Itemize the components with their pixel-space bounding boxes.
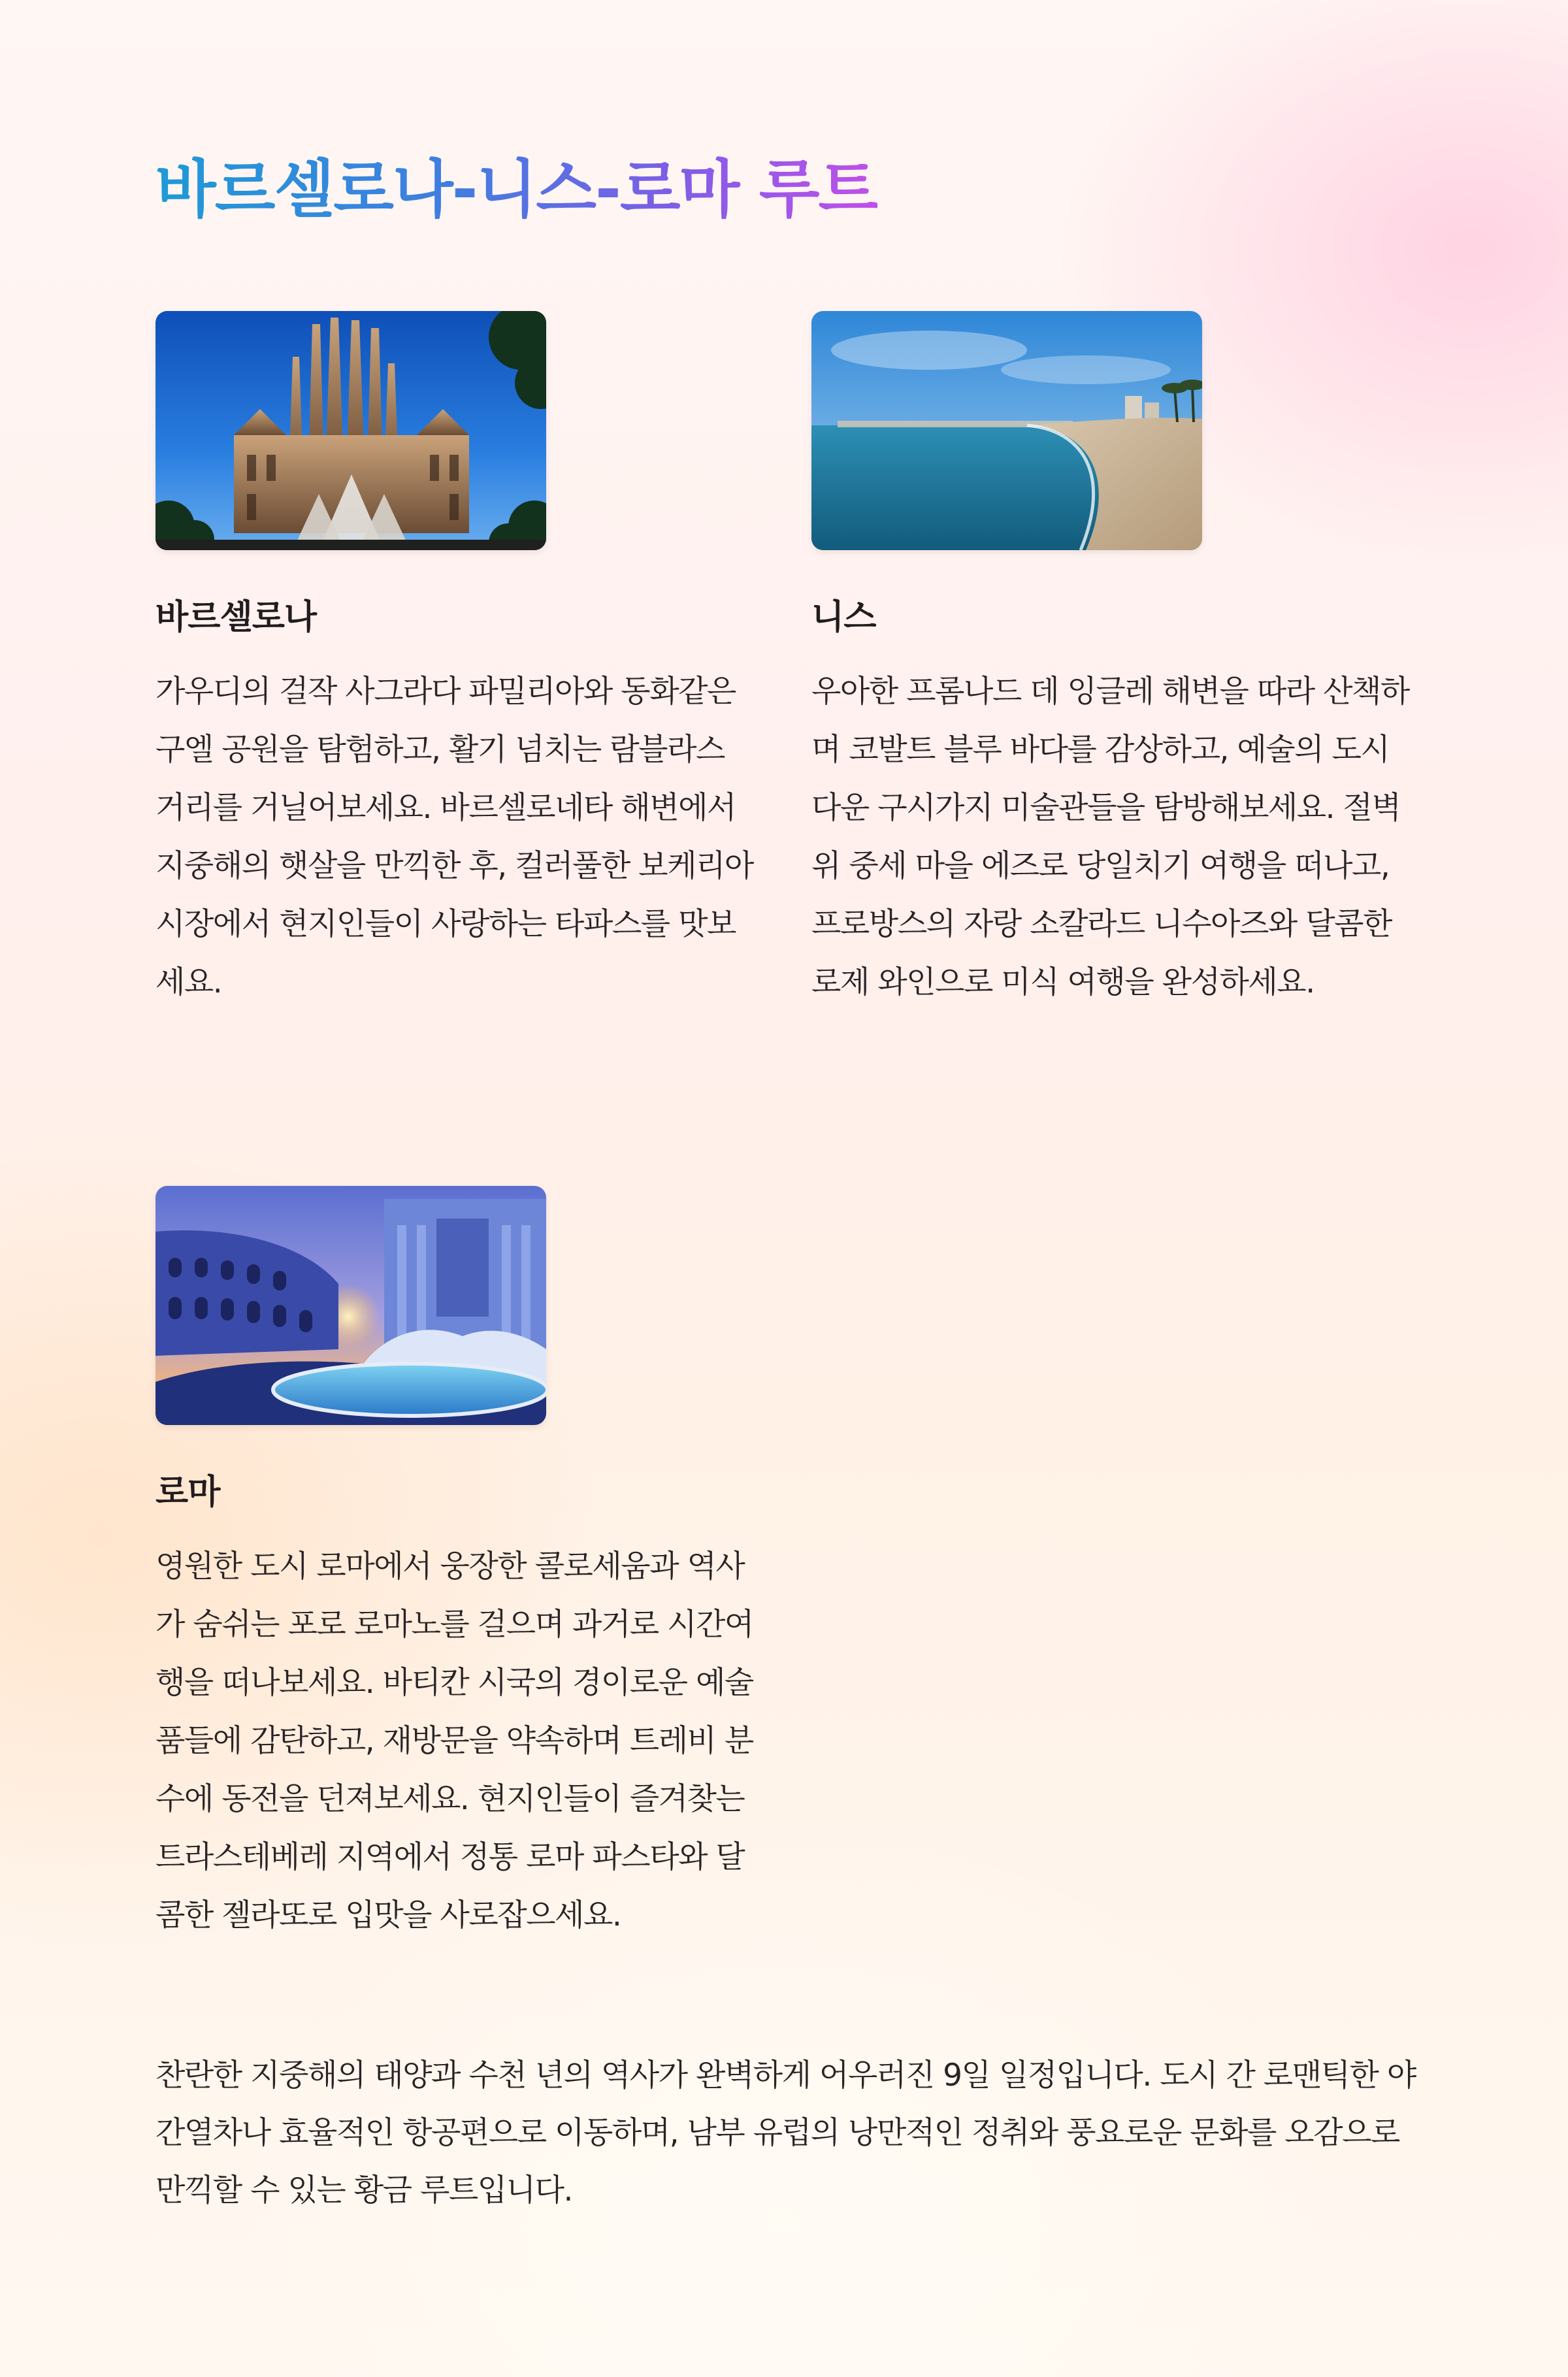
city-description: 우아한 프롬나드 데 잉글레 해변을 따라 산책하며 코발트 블루 바다를 감상하고, 예술의 도시다운 구시가지 미술관들을 탐방해보세요. 절벽 위 중세 마을 에즈로 당일치기 여행을 떠나고, 프로방스의 자랑 소칼라드 니수아즈와 달콤한 로제 와인으로 미식 여행을 완성하세요. <box>811 674 1409 1000</box>
city-description: 영원한 도시 로마에서 웅장한 콜로세움과 역사가 숨쉬는 포로 로마노를 걸으며 과거로 시간여행을 떠나보세요. 바티칸 시국의 경이로운 예술품들에 감탄하고, 재방문을 약속하며 트레비 분수에 동전을 던져보세요. 현지인들이 즐겨찾는 트라스테베레 지역에서 정통 로마 파스타와 달콤한 젤라또로 입맛을 사로잡으세요. <box>155 1549 753 1933</box>
city-name: 바르셀로나 <box>155 598 317 637</box>
city-card-barcelona <box>155 311 757 1011</box>
city-name: 로마 <box>155 1473 220 1512</box>
colosseum-trevi-photo <box>155 1186 546 1425</box>
nice-beach-photo <box>811 311 1202 550</box>
route-summary: 찬란한 지중해의 태양과 수천 년의 역사가 완벽하게 어우러진 9일 일정입니다. 도시 간 로맨틱한 야간열차나 효율적인 항공편으로 이동하며, 남부 유럽의 낭만적인 정취와 풍요로운 문화를 오감으로 만끽할 수 있는 황금 루트입니다. <box>155 2057 1416 2208</box>
city-card-rome <box>155 1186 757 1944</box>
sagrada-familia-photo <box>155 311 546 550</box>
city-description: 가우디의 걸작 사그라다 파밀리아와 동화같은 구엘 공원을 탐험하고, 활기 넘치는 람블라스 거리를 거닐어보세요. 바르셀로네타 해변에서 지중해의 햇살을 만끽한 후, 컬러풀한 보케리아 시장에서 현지인들이 사랑하는 타파스를 맛보세요. <box>155 674 753 1000</box>
city-name: 니스 <box>811 598 876 637</box>
page-title: 바르셀로나-니스-로마 루트 <box>155 150 877 229</box>
city-card-nice <box>811 311 1413 1011</box>
